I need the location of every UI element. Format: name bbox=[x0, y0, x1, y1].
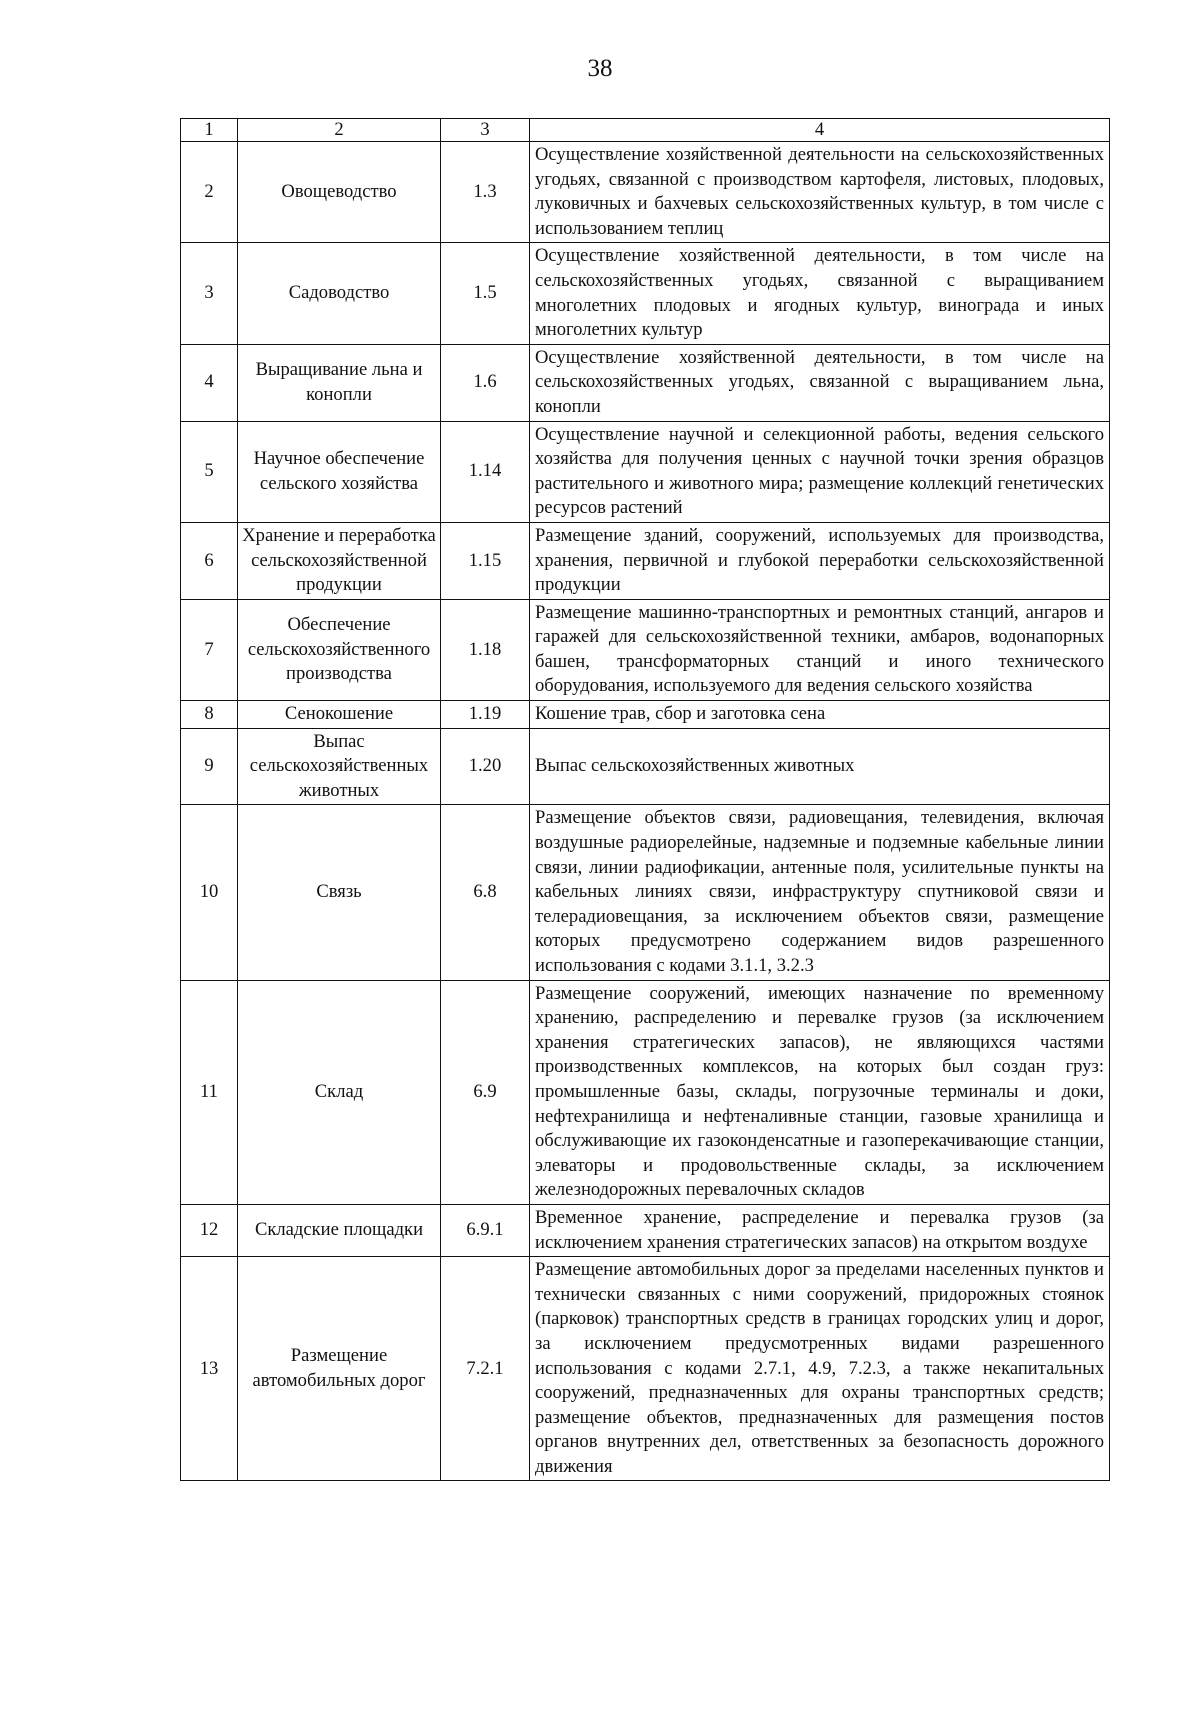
header-col-2: 2 bbox=[238, 119, 441, 142]
table-row bbox=[181, 728, 1110, 805]
row-number-cell: 13 bbox=[181, 1257, 238, 1481]
land-use-description-cell: Осуществление хозяйственной деятельности, в том числе на сельскохозяйственных угодьях, связанной с выращиванием льна, конопли bbox=[530, 344, 1110, 421]
land-use-description-cell: Размещение машинно-транспортных и ремонтных станций, ангаров и гаражей для сельскохозяйственной техники, амбаров, водонапорных башен, трансформаторных станций и иного технического оборудования, используемого для ведения сельского хозяйства bbox=[530, 599, 1110, 700]
table-row bbox=[181, 421, 1110, 522]
land-use-code-cell: 1.20 bbox=[441, 728, 530, 805]
land-use-description-cell: Размещение объектов связи, радиовещания, телевидения, включая воздушные радиорелейные, надземные и подземные кабельные линии связи, линии радиофикации, антенные поля, усилительные пункты на кабельных линиях связи, инфраструктуру спутниковой связи и телерадиовещания, за исключением объектов связи, размещение которых предусмотрено содержанием видов разрешенного использования с кодами 3.1.1, 3.2.3 bbox=[530, 805, 1110, 980]
land-use-name-cell: Научное обеспечение сельского хозяйства bbox=[238, 421, 441, 522]
land-use-description-cell: Временное хранение, распределение и перевалка грузов (за исключением хранения стратегических запасов) на открытом воздухе bbox=[530, 1204, 1110, 1256]
land-use-description-cell: Осуществление научной и селекционной работы, ведения сельского хозяйства для получения ценных с научной точки зрения образцов растительного и животного мира; размещение коллекций генетических ресурсов растений bbox=[530, 421, 1110, 522]
land-use-name-cell: Складские площадки bbox=[238, 1204, 441, 1256]
land-use-name-cell: Выращивание льна и конопли bbox=[238, 344, 441, 421]
page-number: 38 bbox=[587, 55, 613, 82]
row-number-cell: 5 bbox=[181, 421, 238, 522]
table-row bbox=[181, 243, 1110, 344]
land-use-name-cell: Сенокошение bbox=[238, 701, 441, 729]
row-number-cell: 9 bbox=[181, 728, 238, 805]
land-use-code-cell: 1.14 bbox=[441, 421, 530, 522]
land-use-description-cell: Осуществление хозяйственной деятельности на сельскохозяйственных угодьях, связанной с производством картофеля, листовых, плодовых, луковичных и бахчевых сельскохозяйственных культур, в том числе с использованием теплиц bbox=[530, 142, 1110, 243]
table-row bbox=[181, 142, 1110, 243]
table-row bbox=[181, 980, 1110, 1204]
land-use-description-cell: Выпас сельскохозяйственных животных bbox=[530, 728, 1110, 805]
land-use-code-cell: 6.8 bbox=[441, 805, 530, 980]
row-number-cell: 8 bbox=[181, 701, 238, 729]
land-use-description-cell: Размещение автомобильных дорог за пределами населенных пунктов и технически связанных с ними сооружений, придорожных стоянок (парковок) транспортных средств в границах городских улиц и дорог, за исключением предусмотренных видами разрешенного использования с кодами 2.7.1, 4.9, 7.2.3, а также некапитальных сооружений, предназначенных для охраны транспортных средств; размещение объектов, предназначенных для размещения постов органов внутренних дел, ответственных за безопасность дорожного движения bbox=[530, 1257, 1110, 1481]
table-row bbox=[181, 1204, 1110, 1256]
row-number-cell: 10 bbox=[181, 805, 238, 980]
land-use-name-cell: Обеспечение сельскохозяйственного производства bbox=[238, 599, 441, 700]
row-number-cell: 11 bbox=[181, 980, 238, 1204]
table-row bbox=[181, 599, 1110, 700]
land-use-code-cell: 7.2.1 bbox=[441, 1257, 530, 1481]
table-row bbox=[181, 344, 1110, 421]
land-use-name-cell: Хранение и переработка сельскохозяйственной продукции bbox=[238, 522, 441, 599]
row-number-cell: 4 bbox=[181, 344, 238, 421]
header-col-3: 3 bbox=[441, 119, 530, 142]
land-use-code-cell: 6.9.1 bbox=[441, 1204, 530, 1256]
row-number-cell: 6 bbox=[181, 522, 238, 599]
land-use-table bbox=[180, 118, 1110, 1481]
table-row bbox=[181, 1257, 1110, 1481]
table-header-row bbox=[181, 119, 1110, 142]
table-body bbox=[181, 119, 1110, 1481]
row-number-cell: 3 bbox=[181, 243, 238, 344]
table-row bbox=[181, 522, 1110, 599]
header-col-4: 4 bbox=[530, 119, 1110, 142]
land-use-name-cell: Склад bbox=[238, 980, 441, 1204]
land-use-code-cell: 1.3 bbox=[441, 142, 530, 243]
land-use-name-cell: Выпас сельскохозяйственных животных bbox=[238, 728, 441, 805]
land-use-name-cell: Размещение автомобильных дорог bbox=[238, 1257, 441, 1481]
land-use-description-cell: Размещение сооружений, имеющих назначение по временному хранению, распределению и перевалке грузов (за исключением хранения стратегических запасов), не являющихся частями производственных комплексов, на которых был создан груз: промышленные базы, склады, погрузочные терминалы и доки, нефтехранилища и нефтеналивные станции, газовые хранилища и обслуживающие их газоконденсатные и газоперекачивающие станции, элеваторы и продовольственные склады, за исключением железнодорожных перевалочных складов bbox=[530, 980, 1110, 1204]
row-number-cell: 12 bbox=[181, 1204, 238, 1256]
table-row bbox=[181, 805, 1110, 980]
land-use-description-cell: Осуществление хозяйственной деятельности, в том числе на сельскохозяйственных угодьях, связанной с выращиванием многолетних плодовых и ягодных культур, винограда и иных многолетних культур bbox=[530, 243, 1110, 344]
header-col-1: 1 bbox=[181, 119, 238, 142]
table-row bbox=[181, 701, 1110, 729]
row-number-cell: 2 bbox=[181, 142, 238, 243]
land-use-code-cell: 1.15 bbox=[441, 522, 530, 599]
land-use-code-cell: 1.6 bbox=[441, 344, 530, 421]
row-number-cell: 7 bbox=[181, 599, 238, 700]
land-use-code-cell: 1.18 bbox=[441, 599, 530, 700]
land-use-name-cell: Связь bbox=[238, 805, 441, 980]
land-use-code-cell: 1.19 bbox=[441, 701, 530, 729]
land-use-code-cell: 1.5 bbox=[441, 243, 530, 344]
land-use-name-cell: Садоводство bbox=[238, 243, 441, 344]
land-use-description-cell: Кошение трав, сбор и заготовка сена bbox=[530, 701, 1110, 729]
land-use-description-cell: Размещение зданий, сооружений, используемых для производства, хранения, первичной и глубокой переработки сельскохозяйственной продукции bbox=[530, 522, 1110, 599]
land-use-code-cell: 6.9 bbox=[441, 980, 530, 1204]
land-use-name-cell: Овощеводство bbox=[238, 142, 441, 243]
